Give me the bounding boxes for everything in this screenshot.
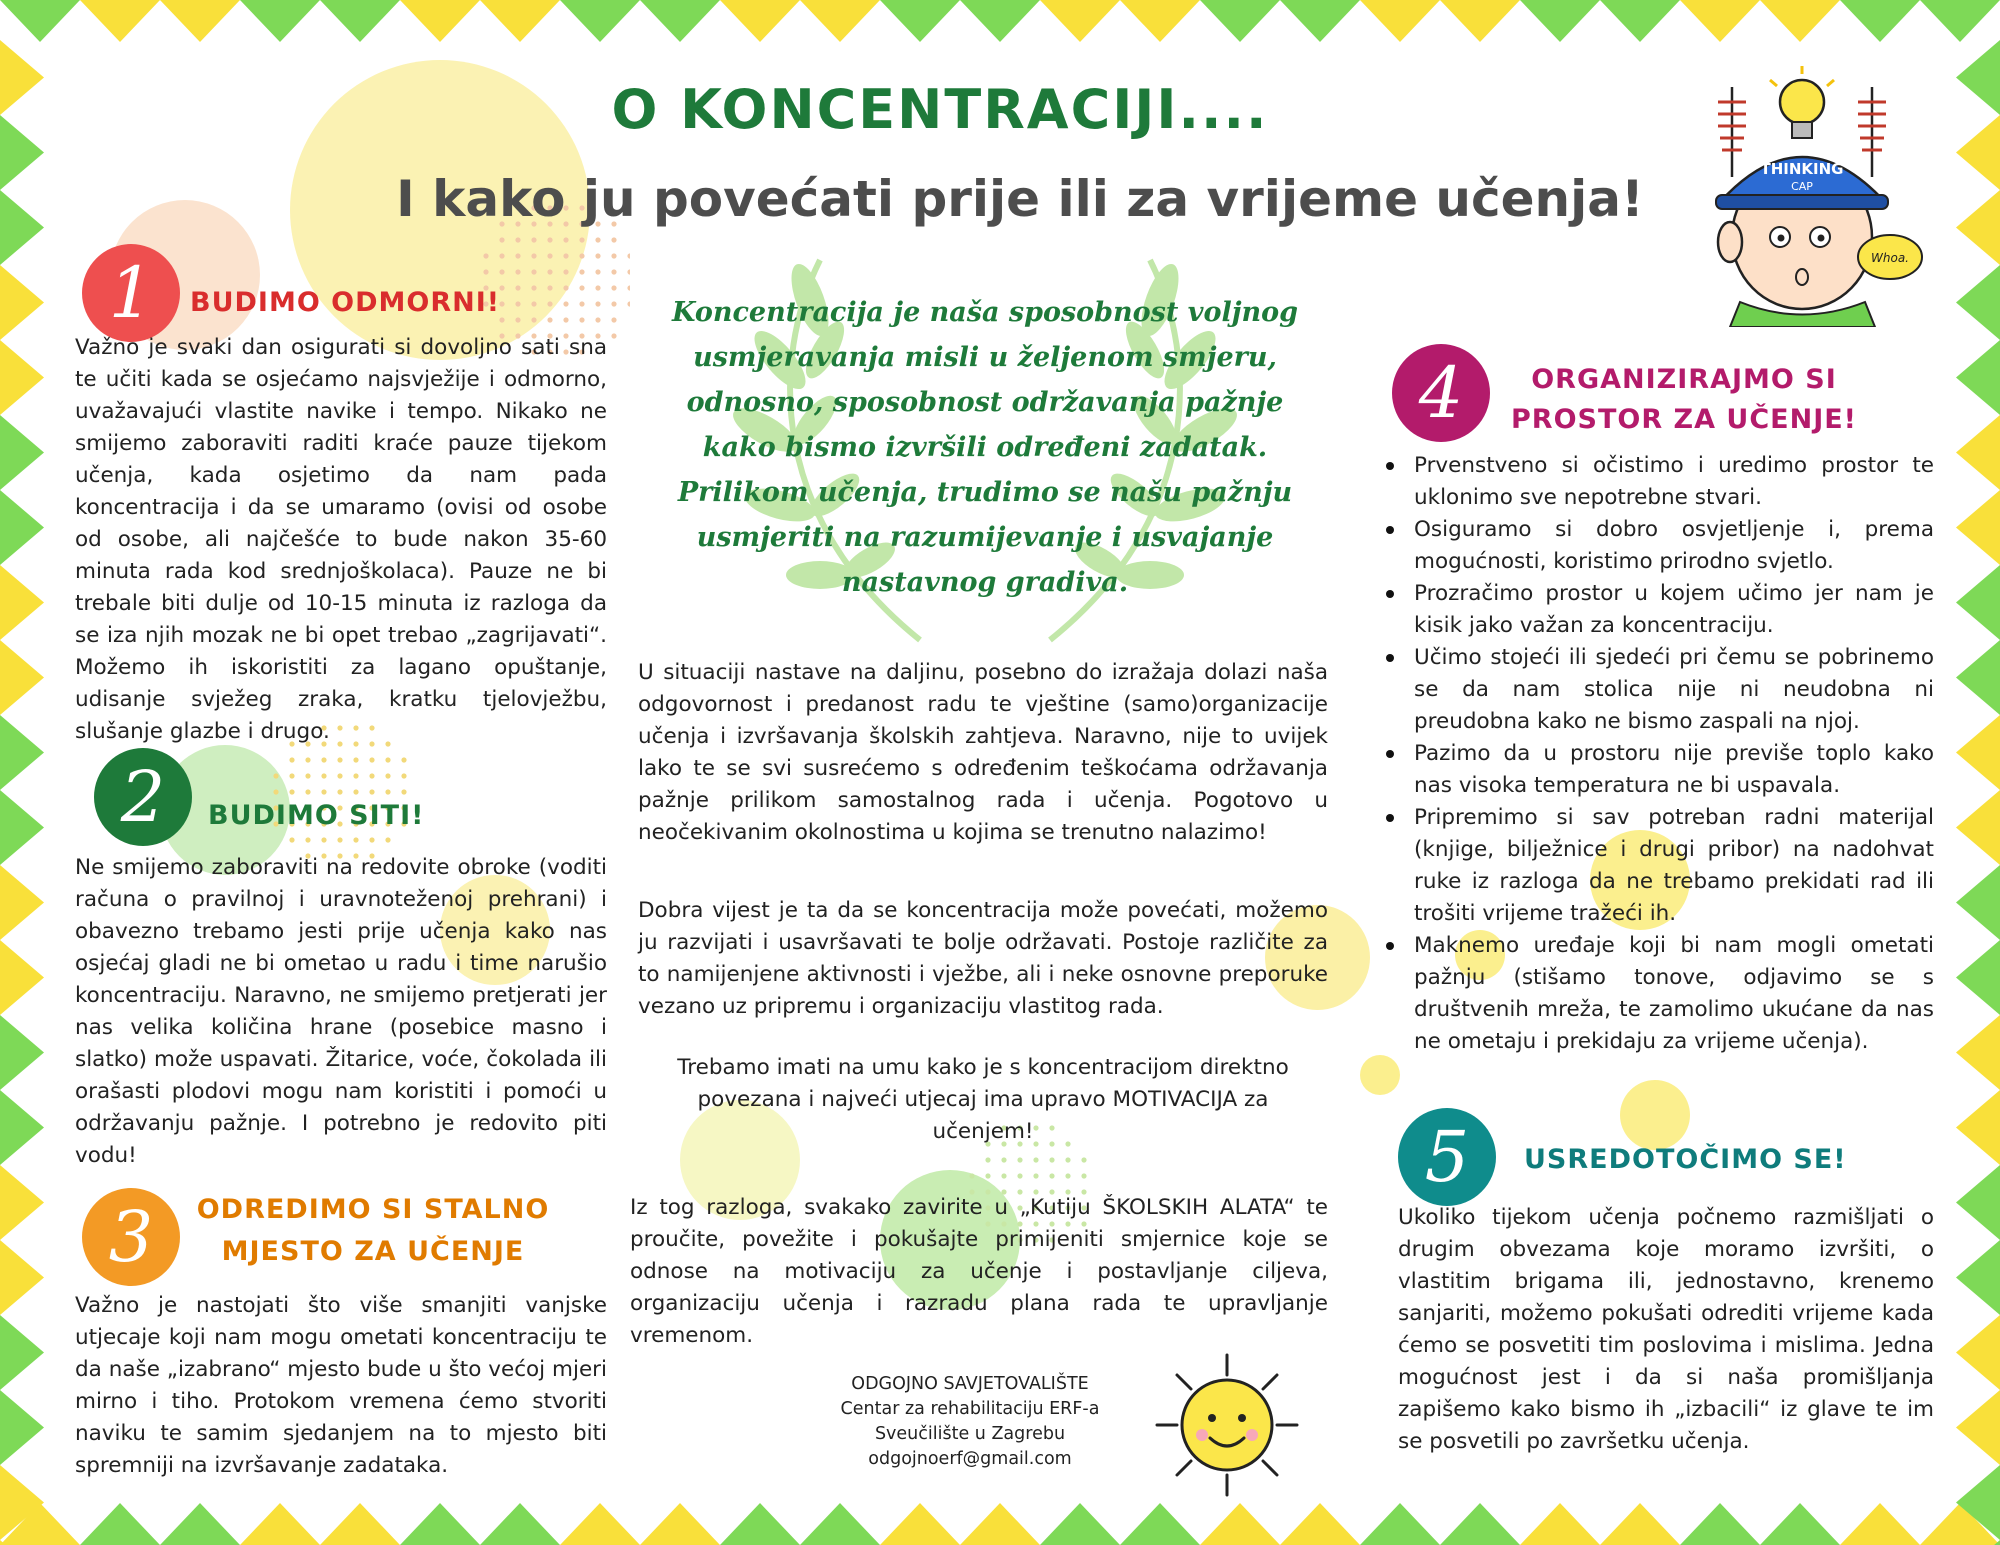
section-5-text: Ukoliko tijekom učenja počnemo razmišljati o drugim obvezama koje moramo izvršiti, o vlastitim brigama ili, jednostavno, krenemo sanjariti, možemo pokušati odrediti vrijeme kada ćemo se posvetiti tim poslovima i mislima. Jedna mogućnost jest i da si naša promišljanja zapišemo kako bismo ih „izbacili“ iz glave te im se posvetili po završetku učenja. <box>1398 1205 1934 1454</box>
deco-dot <box>1001 1157 1006 1162</box>
deco-dot <box>289 773 294 778</box>
deco-dot <box>563 317 568 322</box>
deco-dot <box>515 285 520 290</box>
deco-dot <box>273 789 278 794</box>
border-triangle <box>0 790 44 865</box>
border-triangle <box>400 1503 480 1545</box>
deco-dot <box>385 837 390 842</box>
section-5-heading: USREDOTOČIMO SE! <box>1524 1144 1847 1175</box>
deco-circle-yellow-small1 <box>1360 1055 1400 1095</box>
center-paragraph-2: Dobra vijest je ta da se koncentracija može povećati, možemo ju razvijati i usavršavati te bolje održavati. Postoje različite za to namijenjene aktivnosti i vježbe, ali i neke osnovne preporuke vezano uz pripremu i organizaciju vlastitog rada. <box>638 898 1328 1019</box>
deco-dot <box>321 837 326 842</box>
border-triangle <box>1956 1240 2000 1315</box>
deco-dot <box>611 253 616 258</box>
deco-dot <box>321 773 326 778</box>
list-item: Učimo stojeći ili sjedeći pri čemu se pobrinemo se da nam stolica nije ni neudobna ni preudobna kako ne bismo zaspali na njoj. <box>1414 642 1934 738</box>
section-4-heading-line1: ORGANIZIRAJMO SI <box>1531 364 1837 395</box>
border-triangle <box>1600 1503 1680 1545</box>
border-triangle <box>1956 265 2000 340</box>
deco-dot <box>337 757 342 762</box>
deco-dot <box>579 301 584 306</box>
deco-dot <box>515 237 520 242</box>
section-4-heading-line2: PROSTOR ZA UČENJE! <box>1511 404 1857 435</box>
deco-dot <box>401 789 406 794</box>
border-triangle <box>1440 0 1520 42</box>
section-5-number-badge: 5 <box>1398 1108 1496 1206</box>
border-triangle <box>1520 1503 1600 1545</box>
deco-dot <box>547 269 552 274</box>
deco-dot <box>289 757 294 762</box>
border-triangle <box>0 1315 44 1390</box>
border-triangle <box>0 115 44 190</box>
border-triangle <box>1920 0 2000 42</box>
section-2-number-badge: 2 <box>94 748 192 846</box>
border-triangle <box>320 0 400 42</box>
deco-dot <box>595 285 600 290</box>
deco-dot <box>563 301 568 306</box>
section-2-text: Ne smijemo zaboraviti na redovite obroke (voditi računa o pravilnoj i uravnoteženoj prehrani) i obavezno trebamo jesti prije učenja kako nas osjećaj gladi ne bi ometao u radu i time narušio koncentraciju. Naravno, ne smijemo pretjerati jer nas velika količina hrane (posebice masno i slatko) može uspavati. Žitarice, voće, čokolada ili orašasti plodovi mogu nam koristiti i pomoći u održavanju pažnje. I potrebno je redovito piti vodu! <box>75 855 607 1168</box>
deco-dot <box>289 837 294 842</box>
deco-dot <box>289 789 294 794</box>
border-triangle <box>80 0 160 42</box>
border-triangle <box>1680 1503 1760 1545</box>
border-triangle <box>1200 1503 1280 1545</box>
section-3-heading-line1: ODREDIMO SI STALNO <box>196 1194 550 1225</box>
deco-dot <box>579 253 584 258</box>
deco-dot <box>579 269 584 274</box>
border-triangle <box>0 940 44 1015</box>
border-triangle <box>0 1390 44 1465</box>
deco-dot <box>353 789 358 794</box>
deco-dot <box>321 789 326 794</box>
border-triangle <box>1956 565 2000 640</box>
border-triangle <box>880 0 960 42</box>
deco-dot <box>305 837 310 842</box>
section-2-heading: BUDIMO SITI! <box>208 800 425 831</box>
deco-dot <box>385 789 390 794</box>
deco-dot <box>483 269 488 274</box>
section-3-number-badge: 3 <box>82 1188 180 1286</box>
footer-contact <box>800 1372 1140 1472</box>
border-triangle <box>0 0 80 42</box>
border-triangle <box>1956 415 2000 490</box>
list-item: Prozračimo prostor u kojem učimo jer nam je kisik jako važan za koncentraciju. <box>1414 578 1934 642</box>
smiling-sun-icon <box>1152 1350 1302 1500</box>
border-triangle <box>1956 340 2000 415</box>
border-triangle <box>1360 1503 1440 1545</box>
deco-dot <box>611 333 616 338</box>
deco-dot <box>401 757 406 762</box>
border-triangle <box>640 1503 720 1545</box>
deco-dot <box>1081 1173 1086 1178</box>
deco-dot <box>1033 1157 1038 1162</box>
section-3-heading-line2: MJESTO ZA UČENJE <box>221 1236 525 1267</box>
deco-dot <box>515 269 520 274</box>
deco-dot <box>563 285 568 290</box>
border-triangle <box>0 1240 44 1315</box>
border-triangle <box>320 1503 400 1545</box>
deco-dot <box>595 317 600 322</box>
border-triangle <box>1956 1165 2000 1240</box>
border-triangle <box>1760 1503 1840 1545</box>
deco-dot <box>531 237 536 242</box>
deco-dot <box>547 301 552 306</box>
border-triangle <box>1360 0 1440 42</box>
border-triangle <box>0 40 44 115</box>
list-item: Pazimo da u prostoru nije previše toplo kako nas visoka temperatura ne bi uspavala. <box>1414 738 1934 802</box>
thinking-cap-boy-icon <box>1680 62 1925 327</box>
footer-center: Centar za rehabilitaciju ERF-a <box>840 1399 1100 1419</box>
border-triangle <box>1120 0 1200 42</box>
border-triangle <box>80 1503 160 1545</box>
border-triangle <box>1760 0 1840 42</box>
border-triangle <box>0 490 44 565</box>
border-triangle <box>1120 1503 1200 1545</box>
deco-dot <box>499 285 504 290</box>
deco-dot <box>547 253 552 258</box>
border-triangle <box>720 0 800 42</box>
deco-dot <box>563 237 568 242</box>
deco-dot <box>1081 1157 1086 1162</box>
deco-dot <box>305 773 310 778</box>
deco-dot <box>499 301 504 306</box>
deco-dot <box>595 269 600 274</box>
border-triangle <box>1956 1090 2000 1165</box>
deco-dot <box>401 773 406 778</box>
list-item: Prvenstveno si očistimo i uredimo prostor te uklonimo sve nepotrebne stvari. <box>1414 450 1934 514</box>
border-triangle <box>1280 1503 1360 1545</box>
deco-dot <box>337 789 342 794</box>
deco-dot <box>1033 1173 1038 1178</box>
border-triangle <box>480 0 560 42</box>
center-paragraph-1: U situaciji nastave na daljinu, posebno do izražaja dolazi naša odgovornost i predanost radu te vještine (samo)organizacije učenja i izvršavanja školskih zahtjeva. Naravno, nije to uvijek lako te se svi susrećemo s određenim teškoćama održavanja pažnje prilikom samostalnog rada i učenja. Pogotovo u neočekivanim okolnostima u kojima se trenutno nalazimo! <box>638 660 1328 845</box>
deco-dot <box>369 837 374 842</box>
border-triangle <box>1956 1315 2000 1390</box>
deco-dot <box>547 237 552 242</box>
deco-dot <box>321 757 326 762</box>
section-1-text: Važno je svaki dan osigurati si dovoljno sati sna te učiti kada se osjećamo najsvježije i odmorno, uvažavajući vlastite navike i tempo. Nikako ne smijemo zaboraviti raditi kraće pauze tijekom učenja, kada osjetimo da nam pada koncentracija i da se umaramo (ovisi od osobe od osobe, ali najčešće to bude nakon 35-60 minuta rada kod srednjoškolaca). Pauze ne bi trebale biti dulje od 10-15 minuta iz razloga da se iza njih mozak ne bi opet trebao „zagrijavati“. Možemo ih iskoristiti za lagano opuštanje, udisanje svježeg zraka, kratku tjelovježbu, slušanje glazbe i drugo. <box>75 335 607 744</box>
deco-dot <box>499 253 504 258</box>
deco-dot <box>563 269 568 274</box>
deco-dot <box>611 269 616 274</box>
deco-dot <box>579 237 584 242</box>
deco-dot <box>595 253 600 258</box>
border-triangle <box>1956 490 2000 565</box>
deco-dot <box>611 285 616 290</box>
border-triangle <box>0 1165 44 1240</box>
list-item: Osiguramo si dobro osvjetljenje i, prema mogućnosti, koristimo prirodno svjetlo. <box>1414 514 1934 578</box>
cap-label-2: CAP <box>1791 180 1813 193</box>
deco-dot <box>611 237 616 242</box>
deco-dot <box>499 237 504 242</box>
deco-dot <box>273 773 278 778</box>
border-triangle <box>0 715 44 790</box>
border-triangle <box>240 1503 320 1545</box>
page-subtitle: I kako ju povećati prije ili za vrijeme učenja! <box>396 170 1644 228</box>
border-triangle <box>240 0 320 42</box>
border-triangle <box>1956 40 2000 115</box>
border-triangle <box>400 0 480 42</box>
border-triangle <box>0 190 44 265</box>
cap-label-1: THINKING <box>1760 160 1844 178</box>
deco-dot <box>515 253 520 258</box>
deco-dot <box>499 269 504 274</box>
border-triangle <box>0 340 44 415</box>
footer-email[interactable]: odgojnoerf@gmail.com <box>868 1449 1072 1469</box>
deco-dot <box>515 301 520 306</box>
deco-dot <box>369 773 374 778</box>
deco-dot <box>547 285 552 290</box>
section-1-number-badge: 1 <box>82 244 180 342</box>
deco-dot <box>531 317 536 322</box>
border-triangle <box>960 0 1040 42</box>
deco-dot <box>305 789 310 794</box>
deco-dot <box>579 317 584 322</box>
border-triangle <box>0 565 44 640</box>
deco-dot <box>531 269 536 274</box>
border-triangle <box>1440 1503 1520 1545</box>
deco-dot <box>1017 1173 1022 1178</box>
border-triangle <box>880 1503 960 1545</box>
deco-dot <box>985 1173 990 1178</box>
border-triangle <box>1956 1015 2000 1090</box>
footer-university: Sveučilište u Zagrebu <box>874 1424 1066 1444</box>
section-4-number-badge: 4 <box>1392 344 1490 442</box>
concentration-definition-quote: Koncentracija je naša sposobnost voljnog usmjeravanja misli u željenom smjeru, odnosno, sposobnost održavanja pažnje kako bismo izvršili određeni zadatak. Prilikom učenja, trudimo se našu pažnju usmjeriti na razumijevanje i usvajanje nastavnog gradiva. <box>671 297 1298 598</box>
deco-dot <box>385 757 390 762</box>
deco-dot <box>563 253 568 258</box>
border-triangle <box>480 1503 560 1545</box>
border-triangle <box>0 265 44 340</box>
border-triangle <box>0 1090 44 1165</box>
speech-bubble-text: Whoa. <box>1871 251 1909 265</box>
deco-dot <box>305 757 310 762</box>
border-triangle <box>1200 0 1280 42</box>
deco-dot <box>611 301 616 306</box>
deco-dot <box>531 253 536 258</box>
page-title: O KONCENTRACIJI.... <box>611 78 1269 141</box>
deco-dot <box>547 317 552 322</box>
border-triangle <box>1040 0 1120 42</box>
border-triangle <box>1956 790 2000 865</box>
border-triangle <box>1520 0 1600 42</box>
center-paragraph-4: Iz tog razloga, svakako zavirite u „Kutiju ŠKOLSKIH ALATA“ te proučite, povežite i pokušajte primijeniti smjernice koje se odnose na motivaciju za učenje i postavljanje ciljeva, organizaciju učenja i razradu plana rada te upravljanje vremenom. <box>630 1195 1328 1348</box>
border-triangle <box>160 0 240 42</box>
deco-dot <box>531 285 536 290</box>
border-triangle <box>1956 1390 2000 1465</box>
section-1-heading: BUDIMO ODMORNI! <box>190 287 501 318</box>
border-triangle <box>960 1503 1040 1545</box>
deco-dot <box>353 773 358 778</box>
border-triangle <box>1280 0 1360 42</box>
deco-dot <box>385 773 390 778</box>
border-triangle <box>1956 640 2000 715</box>
deco-dot <box>595 301 600 306</box>
list-item: Pripremimo si sav potreban radni materijal (knjige, bilježnice i drugi pribor) na nadohvat ruke iz razloga da ne trebamo prekidati rad ili trošiti vrijeme tražeći ih. <box>1414 802 1934 930</box>
deco-dot <box>531 301 536 306</box>
deco-dot <box>1065 1157 1070 1162</box>
deco-dot <box>499 317 504 322</box>
deco-dot <box>483 253 488 258</box>
border-triangle <box>1956 715 2000 790</box>
deco-dot <box>1001 1173 1006 1178</box>
border-triangle <box>560 0 640 42</box>
border-triangle <box>1680 0 1760 42</box>
deco-dot <box>579 285 584 290</box>
footer-organization: ODGOJNO SAVJETOVALIŠTE <box>851 1374 1089 1394</box>
section-3-text: Važno je nastojati što više smanjiti vanjske utjecaje koji nam mogu ometati koncentraciju te da naše „izabrano“ mjesto bude u što većoj mjeri mirno i tiho. Protokom vremena ćemo stvoriti naviku te samim sjedanjem na to mjesto biti spremniji na izvršavanje zadataka. <box>75 1293 607 1478</box>
deco-dot <box>337 773 342 778</box>
deco-dot <box>369 757 374 762</box>
deco-dot <box>595 237 600 242</box>
border-triangle <box>0 640 44 715</box>
deco-dot <box>353 837 358 842</box>
deco-dot <box>985 1157 990 1162</box>
border-triangle <box>1956 940 2000 1015</box>
deco-dot <box>353 757 358 762</box>
border-triangle <box>1040 1503 1120 1545</box>
border-triangle <box>0 415 44 490</box>
border-triangle <box>1956 115 2000 190</box>
border-triangle <box>1840 1503 1920 1545</box>
deco-dot <box>969 1173 974 1178</box>
border-triangle <box>720 1503 800 1545</box>
deco-dot <box>1065 1173 1070 1178</box>
deco-dot <box>515 317 520 322</box>
border-triangle <box>560 1503 640 1545</box>
deco-dot <box>611 317 616 322</box>
border-triangle <box>800 0 880 42</box>
deco-dot <box>1017 1157 1022 1162</box>
deco-dot <box>1049 1157 1054 1162</box>
deco-dot <box>1049 1173 1054 1178</box>
deco-dot <box>369 789 374 794</box>
border-triangle <box>0 865 44 940</box>
border-triangle <box>1956 190 2000 265</box>
center-paragraph-3: Trebamo imati na umu kako je s koncentracijom direktno povezana i najveći utjecaj ima upravo MOTIVACIJA za učenjem! <box>677 1055 1289 1144</box>
border-triangle <box>800 1503 880 1545</box>
deco-dot <box>337 837 342 842</box>
border-triangle <box>1600 0 1680 42</box>
border-triangle <box>0 1015 44 1090</box>
border-triangle <box>1840 0 1920 42</box>
section-4-list <box>1386 450 1934 1058</box>
border-triangle <box>160 1503 240 1545</box>
list-item: Maknemo uređaje koji bi nam mogli ometati pažnju (stišamo tonove, odjavimo se s društvenih mreža, te zamolimo ukućane da nas ne ometaju i prekidaju za vrijeme učenja). <box>1414 930 1934 1058</box>
border-triangle <box>640 0 720 42</box>
border-triangle <box>1956 865 2000 940</box>
